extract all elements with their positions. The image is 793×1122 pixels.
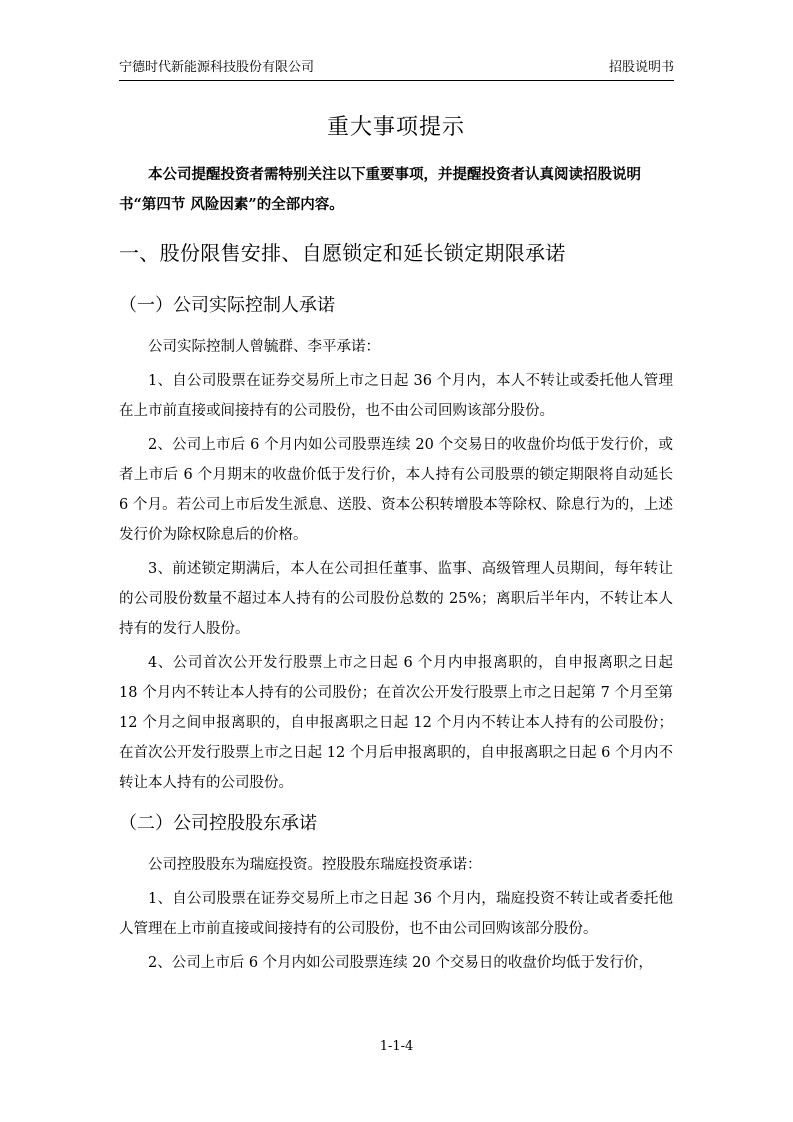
subsection-heading-controller: （一）公司实际控制人承诺 bbox=[119, 295, 335, 316]
page-body bbox=[119, 108, 673, 982]
paragraph: 2、公司上市后 6 个月内如公司股票连续 20 个交易日的收盘价均低于发行价， bbox=[148, 955, 653, 971]
paragraph: 2、公司上市后 6 个月内如公司股票连续 20 个交易日的收盘价均低于发行价，或者上市后 6 个月期末的收盘价低于发行价，本人持有公司股票的锁定期限将自动延长 6 个月。若公司上市后发生派息、送股、资本公积转增股本等除权、除息行为的，上述发行价为除权除息后的价格。 bbox=[119, 437, 673, 543]
paragraph: 公司控股股东为瑞庭投资。控股股东瑞庭投资承诺： bbox=[148, 857, 482, 873]
header-company-name: 宁德时代新能源科技股份有限公司 bbox=[119, 60, 315, 75]
section-heading-lockup: 一、股份限售安排、自愿锁定和延长锁定期限承诺 bbox=[119, 241, 566, 265]
intro-notice: 本公司提醒投资者需特别关注以下重要事项，并提醒投资者认真阅读招股说明书“第四节 风险因素”的全部内容。 bbox=[119, 166, 641, 213]
paragraph: 1、自公司股票在证券交易所上市之日起 36 个月内，本人不转让或委托他人管理在上市前直接或间接持有的公司股份，也不由公司回购该部分股份。 bbox=[119, 373, 673, 419]
page-title: 重大事项提示 bbox=[326, 115, 465, 140]
paragraph: 4、公司首次公开发行股票上市之日起 6 个月内申报离职的，自申报离职之日起 18 个月内不转让本人持有的公司股份；在首次公开发行股票上市之日起第 7 个月至第 12 个月之间申报离职的，自申报离职之日起 12 个月内不转让本人持有的公司股份；在首次公开发行股票上市之日起 12 个月后申报离职的，自申报离职之日起 6 个月内不转让本人持有的公司股份。 bbox=[119, 655, 673, 791]
paragraph: 1、自公司股票在证券交易所上市之日起 36 个月内，瑞庭投资不转让或者委托他人管理在上市前直接或间接持有的公司股份，也不由公司回购该部分股份。 bbox=[119, 891, 673, 937]
running-header bbox=[119, 58, 674, 78]
header-divider bbox=[119, 80, 674, 81]
paragraph: 3、前述锁定期满后，本人在公司担任董事、监事、高级管理人员期间，每年转让的公司股份数量不超过本人持有的公司股份总数的 25%；离职后半年内，不转让本人持有的发行人股份。 bbox=[119, 561, 673, 637]
header-document-type: 招股说明书 bbox=[608, 60, 674, 75]
paragraph: 公司实际控制人曾毓群、李平承诺： bbox=[148, 339, 380, 355]
page-number: 1-1-4 bbox=[379, 1039, 414, 1054]
subsection-heading-shareholder: （二）公司控股股东承诺 bbox=[119, 813, 317, 834]
